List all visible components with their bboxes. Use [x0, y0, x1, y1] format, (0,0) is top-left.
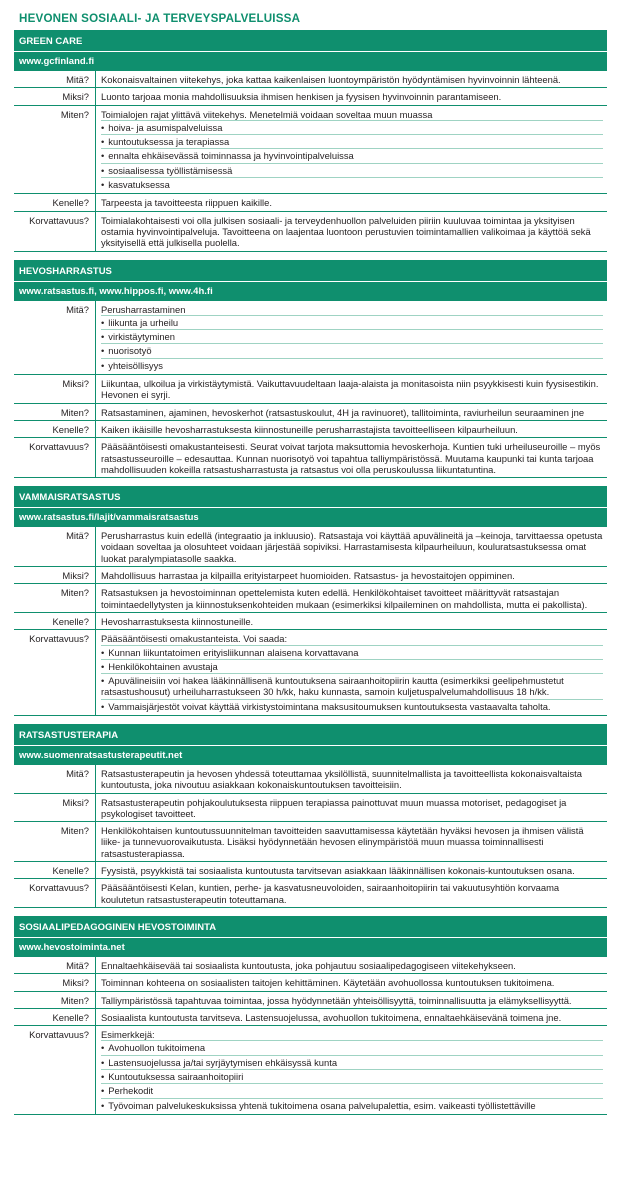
row-value	[96, 404, 607, 420]
row-value	[96, 194, 607, 210]
row-text: Luonto tarjoaa monia mahdollisuuksia ihmisen henkisen ja fyysisen hyvinvoinnin parantamiseen.	[101, 91, 502, 103]
bullet-item: • Lastensuojelussa ja/tai syrjäytymisen ehkäisyssä kunta	[101, 1055, 603, 1069]
section-title: SOSIAALIPEDAGOGINEN HEVOSTOIMINTA	[14, 917, 607, 938]
bullet-item: • kasvatuksessa	[101, 177, 603, 191]
row-label: Mitä?	[14, 71, 96, 87]
row-value	[96, 567, 607, 583]
info-row	[14, 630, 607, 716]
info-row	[14, 404, 607, 421]
row-value	[96, 862, 607, 878]
info-row	[14, 974, 607, 991]
row-label: Miten?	[14, 992, 96, 1008]
bullet-item: • sosiaalisessa työllistämisessä	[101, 163, 603, 177]
section-sosiaalipedagoginen-hevostoiminta	[14, 916, 607, 1115]
row-value	[96, 1009, 607, 1025]
row-text: Tarpeesta ja tavoitteesta riippuen kaikille.	[101, 197, 272, 209]
row-label: Mitä?	[14, 957, 96, 973]
row-value	[96, 765, 607, 793]
row-text: Liikuntaa, ulkoilua ja virkistäytymistä. Vaikuttavuudeltaan laaja-alaista ja monitasoista niin psyykkisesti kuin fyysisestikin. Hevonen ei syrji.	[101, 378, 599, 401]
section-title: HEVOSHARRASTUS	[14, 261, 607, 282]
row-label: Korvattavuus?	[14, 212, 96, 251]
bullet-item: • virkistäytyminen	[101, 329, 603, 343]
section-hevosharrastus	[14, 260, 607, 479]
row-label: Miten?	[14, 106, 96, 194]
row-label: Kenelle?	[14, 862, 96, 878]
row-text: Pääsääntöisesti omakustanteisesti. Seurat voivat tarjota maksuttomia hevoskerhoja. Kuntien tuki urheiluseuroille – myös ratsastusseuroille – edesauttaa. Kunnan nuorisotyö voi tapahtua talliympäristössä. Muutama kaupunki tai kunta tarjoaa mahdollisuuden kokeilla ratsastusharrastusta ja ratsastus voi olla peruskoulussa liikuntatuntina.	[101, 441, 601, 475]
info-row	[14, 567, 607, 584]
row-value	[96, 630, 607, 715]
info-row	[14, 613, 607, 630]
row-text: Ratsastuksen ja hevostoiminnan opettelemista kuten edellä. Henkilökohtaiset tavoitteet määrittyvät ratsastajan toimintaedellytysten ja kiinnostuksenkohteiden mukaan (esimerkiksi kilpaileminen on mahdollista, mutta ei pakollista).	[101, 587, 588, 610]
row-value	[96, 212, 607, 251]
row-value	[96, 88, 607, 104]
row-label: Miten?	[14, 404, 96, 420]
section-url-link[interactable]: www.ratsastus.fi, www.hippos.fi, www.4h.fi	[14, 282, 607, 301]
section-url-link[interactable]: www.gcfinland.fi	[14, 52, 607, 71]
bullet-item: • nuorisotyö	[101, 343, 603, 357]
info-row	[14, 375, 607, 404]
row-text: Ratsastusterapeutin ja hevosen yhdessä toteuttamaa yksilöllistä, suunnitelmallista ja tavoitteellista kokonaisvaltaista kuntoutusta, joka nivoutuu asiakkaan kokonaiskuntoutuksen tavoitteisiin.	[101, 767, 582, 791]
row-value	[96, 106, 607, 194]
row-value	[96, 794, 607, 822]
section-url-link[interactable]: www.hevostoiminta.net	[14, 938, 607, 957]
bullet-item: • yhteisöllisyys	[101, 358, 603, 372]
row-text: Pääsääntöisesti omakustanteista. Voi saada:	[101, 633, 288, 645]
section-title: VAMMAISRATSASTUS	[14, 487, 607, 508]
row-text: Ratsastaminen, ajaminen, hevoskerhot (ratsastuskoulut, 4H ja ravinuoret), tallitoiminta, raviurheilun seuraaminen jne	[101, 406, 585, 418]
info-row	[14, 301, 607, 375]
section-ratsastusterapia	[14, 724, 607, 908]
row-text: Henkilökohtaisen kuntoutussuunnitelman tavoitteiden saavuttamisessa käytetään hyväksi hevosen ja ihmisen välistä liike- ja tunnevuorovaikutusta. Lisäksi hyödynnetään hevosen elinympäristöä muun muassa toiminnallisesti ratsastusterapiassa.	[101, 825, 584, 859]
row-text: Pääsääntöisesti Kelan, kuntien, perhe- ja kasvatusneuvoloiden, sairaanhoitopiirin tai vakuutusyhtiön korvaama koulutetun ratsastusterapeutin toteuttamana.	[101, 882, 560, 905]
row-label: Korvattavuus?	[14, 438, 96, 477]
row-value	[96, 438, 607, 477]
row-label: Mitä?	[14, 301, 96, 374]
row-label: Miksi?	[14, 794, 96, 822]
bullet-item: • Avohuollon tukitoimena	[101, 1040, 603, 1054]
row-value	[96, 71, 607, 87]
section-url-link[interactable]: www.suomenratsastusterapeutit.net	[14, 746, 607, 765]
row-label: Mitä?	[14, 527, 96, 566]
row-label: Miksi?	[14, 375, 96, 403]
row-text: Perusharrastaminen	[101, 303, 186, 315]
row-text: Mahdollisuus harrastaa ja kilpailla erityistarpeet huomioiden. Ratsastus- ja hevostaitojen oppiminen.	[101, 570, 515, 582]
row-label: Miten?	[14, 822, 96, 861]
info-row	[14, 194, 607, 211]
row-text: Toimialakohtaisesti voi olla julkisen sosiaali- ja terveydenhuollon palveluiden piiriin kuuluvaa toimintaa ja yksityisen ostamia hyvinvointipalveluja. Tavoitteena on laajentaa luontoon perustuvien toimintamallien valikoimaa ja käyttöä sekä yksityisellä että julkisella puolella.	[101, 214, 591, 249]
row-value	[96, 421, 607, 437]
row-text: Kokonaisvaltainen viitekehys, joka kattaa kaikenlaisen luontoympäristön hyödyntämisen hyvinvoinnin lähteenä.	[101, 74, 561, 85]
row-label: Miten?	[14, 584, 96, 612]
row-value	[96, 992, 607, 1008]
row-text: Kaiken ikäisille hevosharrastuksesta kiinnostuneille perusharrastajista tavoitteelliseen kilpaurheiluun.	[101, 423, 518, 435]
row-text: Fyysistä, psyykkistä tai sosiaalista kuntoutusta tarvitsevan asiakkaan lääkinnällisen kokonais-kuntoutuksen osana.	[101, 865, 575, 877]
row-label: Miksi?	[14, 974, 96, 990]
info-row	[14, 584, 607, 613]
row-text: Sosiaalista kuntoutusta tarvitseva. Lastensuojelussa, avohuollon tukitoimena, ennaltaehkäisevänä toimena jne.	[101, 1011, 562, 1023]
info-row	[14, 822, 607, 862]
info-row	[14, 106, 607, 195]
info-row	[14, 992, 607, 1009]
row-value	[96, 822, 607, 861]
bullet-item: • liikunta ja urheilu	[101, 315, 603, 329]
row-text: Toiminnan kohteena on sosiaalisten taitojen kehittäminen. Käytetään avohuollossa kuntoutuksen tukitoimena.	[101, 977, 555, 989]
row-label: Miksi?	[14, 567, 96, 583]
sections-container	[14, 30, 607, 1115]
row-label: Kenelle?	[14, 1009, 96, 1025]
bullet-item: • kuntoutuksessa ja terapiassa	[101, 134, 603, 148]
section-vammaisratsastus	[14, 486, 607, 716]
row-value	[96, 301, 607, 374]
bullet-item: • ennalta ehkäisevässä toiminnassa ja hyvinvointipalveluissa	[101, 148, 603, 162]
row-text: Ratsastusterapeutin pohjakoulutuksesta riippuen terapiassa painottuvat muun muassa motoriset, pedagogiset ja psykologiset tavoitteet.	[101, 796, 567, 819]
info-row	[14, 88, 607, 105]
row-value	[96, 527, 607, 566]
info-row	[14, 1009, 607, 1026]
row-text: Talliympäristössä tapahtuvaa toimintaa, jossa hyödynnetään yhteisöllisyyttä, toiminnallisuutta ja elämyksellisyyttä.	[101, 994, 572, 1006]
row-value	[96, 584, 607, 612]
row-label: Kenelle?	[14, 613, 96, 629]
row-label: Miksi?	[14, 88, 96, 104]
row-text: Toimialojen rajat ylittävä viitekehys. Menetelmiä voidaan soveltaa muun muassa	[101, 108, 433, 120]
row-label: Mitä?	[14, 765, 96, 793]
info-row	[14, 765, 607, 794]
row-label: Korvattavuus?	[14, 879, 96, 907]
page-title: HEVONEN SOSIAALI- JA TERVEYSPALVELUISSA	[19, 12, 301, 25]
row-text: Esimerkkejä:	[101, 1029, 155, 1041]
bullet-item: • hoiva- ja asumispalveluissa	[101, 120, 603, 134]
info-row	[14, 1026, 607, 1115]
section-url-link[interactable]: www.ratsastus.fi/lajit/vammaisratsastus	[14, 508, 607, 527]
row-text: Ennaltaehkäisevää tai sosiaalista kuntoutusta, joka pohjautuu sosiaalipedagogiseen viitekehykseen.	[101, 959, 516, 971]
bullet-item: • Kunnan liikuntatoimen erityisliikunnan alaisena korvattavana	[101, 645, 603, 659]
bullet-item: • Henkilökohtainen avustaja	[101, 659, 603, 673]
info-row	[14, 438, 607, 478]
row-label: Kenelle?	[14, 421, 96, 437]
bullet-item: • Kuntoutuksessa sairaanhoitopiiri	[101, 1069, 603, 1083]
row-text: Hevosharrastuksesta kiinnostuneille.	[101, 615, 254, 627]
section-title: RATSASTUSTERAPIA	[14, 725, 607, 746]
row-value	[96, 613, 607, 629]
bullet-item: • Työvoiman palvelukeskuksissa yhtenä tukitoimena osana palvelupalettia, esim. vaikeasti työllistettäville	[101, 1098, 603, 1112]
info-row	[14, 957, 607, 974]
row-value	[96, 879, 607, 907]
info-row	[14, 527, 607, 567]
info-row	[14, 879, 607, 908]
section-title: GREEN CARE	[14, 31, 607, 52]
info-row	[14, 212, 607, 252]
row-label: Korvattavuus?	[14, 1026, 96, 1114]
row-label: Kenelle?	[14, 194, 96, 210]
row-label: Korvattavuus?	[14, 630, 96, 715]
row-value	[96, 957, 607, 973]
row-value	[96, 974, 607, 990]
bullet-item: • Vammaisjärjestöt voivat käyttää virkistystoimintana maksusitoumuksen kuntoutuksesta vastaavalta taholta.	[101, 699, 603, 713]
row-value	[96, 375, 607, 403]
info-row	[14, 71, 607, 88]
info-row	[14, 862, 607, 879]
bullet-item: • Perhekodit	[101, 1083, 603, 1097]
info-row	[14, 794, 607, 823]
row-text: Perusharrastus kuin edellä (integraatio ja inkluusio). Ratsastaja voi käyttää apuvälineitä ja –keinoja, tarvittaessa opetusta voidaan soveltaa ja olosuhteet voidaan järjestää sopiviksi. Harrastamisesta kilpaurheiluun, kouluratsastuksessa omat luokat paralympiatasolle saakka.	[101, 530, 603, 564]
bullet-item: • Apuvälineisiin voi hakea lääkinnällisenä kuntoutuksena sairaanhoitopiirin kautta (esimerkiksi geelipehmustetut ratsastushousut) urheiluharrastukseen 30 h/kk, haku kunnasta, samoin kuljetuspalvelumahdollisuus 18 h/kk.	[101, 673, 603, 699]
info-row	[14, 421, 607, 438]
section-green-care	[14, 30, 607, 252]
row-value	[96, 1026, 607, 1114]
